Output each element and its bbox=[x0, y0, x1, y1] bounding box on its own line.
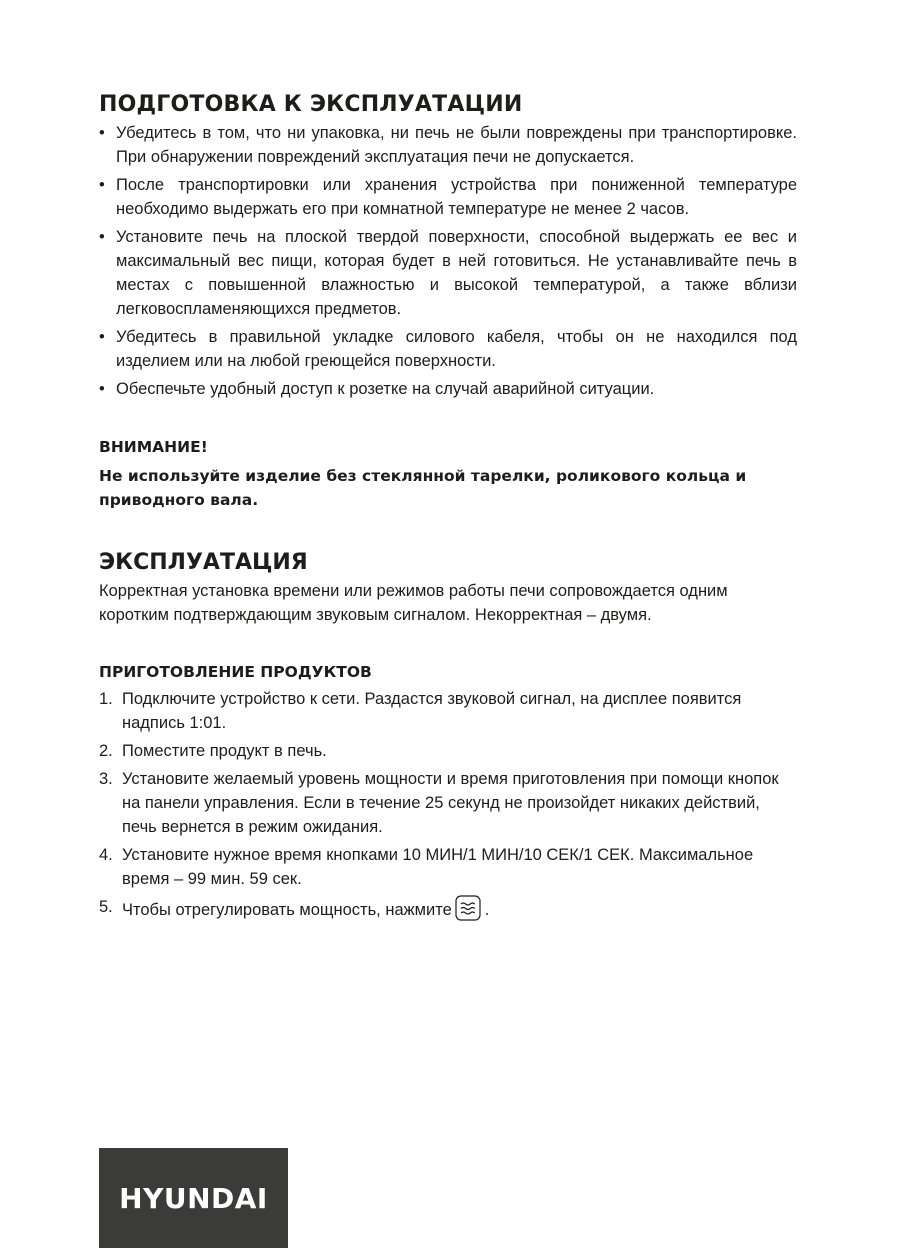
bullet-marker: • bbox=[99, 176, 105, 194]
warning-title: ВНИМАНИЕ! bbox=[99, 438, 208, 456]
prep-item-text: Убедитесь в правильной укладке силового кабеля, чтобы он не находился под изделием или на любой греющейся поверхности. bbox=[116, 328, 797, 370]
step-text: Чтобы отрегулировать мощность, нажмите bbox=[122, 901, 452, 919]
prep-title: ПОДГОТОВКА К ЭКСПЛУАТАЦИИ bbox=[99, 92, 523, 117]
step-number: 3. bbox=[99, 770, 113, 788]
step-text: Установите желаемый уровень мощности и время приготовления при помощи кнопок на панели управления. Если в течение 25 секунд не произойдет никаких действий, печь вернется в режим ожидания. bbox=[122, 770, 779, 836]
cooking-step bbox=[99, 895, 797, 922]
step-number: 2. bbox=[99, 742, 113, 760]
cooking-title: ПРИГОТОВЛЕНИЕ ПРОДУКТОВ bbox=[99, 663, 372, 681]
warning-text: Не используйте изделие без стеклянной тарелки, роликового кольца и приводного вала. bbox=[99, 467, 747, 509]
prep-item bbox=[99, 121, 797, 169]
bullet-marker: • bbox=[99, 124, 105, 142]
prep-item-text: Установите печь на плоской твердой поверхности, способной выдержать ее вес и максимальный вес пищи, которая будет в ней готовиться. Не устанавливайте печь в местах с повышенной влажностью и высокой температурой, а также вблизи легковоспламеняющихся предметов. bbox=[116, 228, 797, 318]
hyundai-logo bbox=[99, 1148, 288, 1248]
step-suffix: . bbox=[484, 901, 490, 919]
prep-item bbox=[99, 377, 797, 401]
step-text: Подключите устройство к сети. Раздастся звуковой сигнал, на дисплее появится надпись 1:01. bbox=[122, 690, 742, 732]
logo-text: HYUNDAI bbox=[119, 1181, 268, 1215]
prep-item bbox=[99, 173, 797, 221]
operation-text: Корректная установка времени или режимов работы печи сопровождается одним коротким подтверждающим звуковым сигналом. Некорректная – двумя. bbox=[99, 582, 728, 624]
prep-item-text: Убедитесь в том, что ни упаковка, ни печь не были повреждены при транспортировке. При обнаружении повреждений эксплуатация печи не допускается. bbox=[116, 124, 797, 166]
cooking-step bbox=[99, 843, 797, 891]
prep-item-text: После транспортировки или хранения устройства при пониженной температуре необходимо выдержать его при комнатной температуре не менее 2 часов. bbox=[116, 176, 797, 218]
bullet-marker: • bbox=[99, 380, 105, 398]
step-number: 4. bbox=[99, 846, 113, 864]
prep-list bbox=[99, 121, 797, 401]
microwave-power-icon bbox=[455, 895, 481, 921]
prep-item bbox=[99, 225, 797, 321]
bullet-marker: • bbox=[99, 228, 105, 246]
step-text: Установите нужное время кнопками 10 МИН/1 МИН/10 СЕК/1 СЕК. Максимальное время – 99 мин. 59 сек. bbox=[122, 846, 754, 888]
operation-title: ЭКСПЛУАТАЦИЯ bbox=[99, 550, 308, 575]
cooking-step bbox=[99, 739, 797, 763]
bullet-marker: • bbox=[99, 328, 105, 346]
step-number: 5. bbox=[99, 898, 113, 916]
cooking-steps bbox=[99, 687, 797, 922]
cooking-step bbox=[99, 767, 797, 839]
page-content bbox=[99, 92, 797, 926]
step-number: 1. bbox=[99, 690, 113, 708]
prep-item bbox=[99, 325, 797, 373]
step-text: Поместите продукт в печь. bbox=[122, 742, 327, 760]
prep-item-text: Обеспечьте удобный доступ к розетке на случай аварийной ситуации. bbox=[116, 380, 655, 398]
cooking-step bbox=[99, 687, 797, 735]
